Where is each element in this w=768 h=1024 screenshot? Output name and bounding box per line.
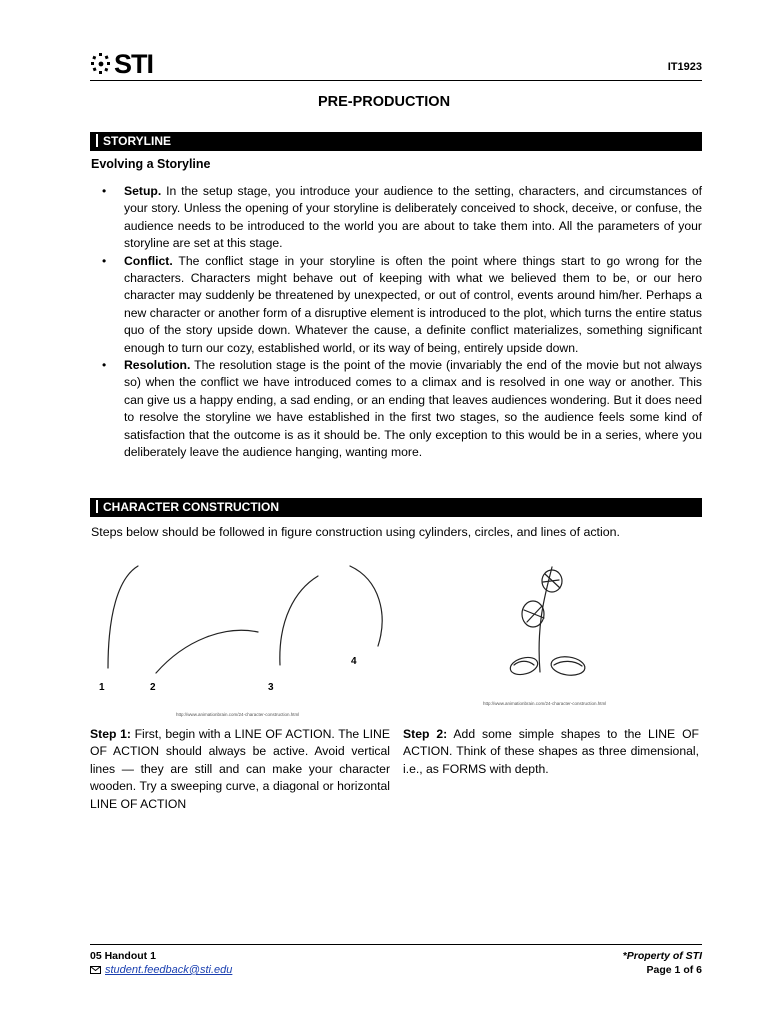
- steps-intro: Steps below should be followed in figure construction using cylinders, circles, and lines of action.: [91, 525, 620, 539]
- sti-logo-mark-icon: [90, 52, 112, 76]
- section-marker: [96, 134, 98, 147]
- figure-2-source: http://www.animationbrain.com/24-character-construction.html: [483, 701, 607, 706]
- sti-logo: [90, 50, 153, 78]
- footer-divider: [90, 944, 702, 945]
- header-divider: [90, 80, 702, 81]
- bullet-term: Setup.: [124, 184, 162, 198]
- section-heading-label: CHARACTER CONSTRUCTION: [103, 500, 279, 514]
- figure-label-1: 1: [99, 682, 105, 693]
- bullet-icon: •: [102, 358, 107, 373]
- property-notice: *Property of STI: [622, 950, 702, 962]
- handout-label: 05 Handout 1: [90, 950, 156, 962]
- bullet-text: The conflict stage in your storyline is often the point where things start to go wrong for the characters. Characters might behave out of keeping with what we believed them to be, or our hero character may suddenly be threatened by unexpected, or out of control, events around him/her. Perhaps a new character or another form of a disruptive element is introduced to the plot, which turns the entire status quo of the story upside down. Whatever the cause, a definite conflict materializes, something significant enough to turn our cozy, established world, or its way of being, entirely upside down.: [124, 253, 702, 355]
- section-heading-label: STORYLINE: [103, 134, 172, 148]
- feedback-email: [90, 964, 232, 976]
- step-text: First, begin with a LINE OF ACTION. The LINE OF ACTION should always be active. Avoid vertical lines — they are still and can make your character wooden. Try a sweeping curve, a diagonal or horizontal LINE OF ACTION: [90, 727, 390, 811]
- course-code: IT1923: [667, 61, 702, 73]
- logo-text: STI: [114, 48, 154, 79]
- figure-label-4: 4: [351, 656, 357, 667]
- list-item: [90, 183, 702, 253]
- section-heading-storyline: [90, 132, 702, 151]
- bullet-icon: •: [102, 253, 107, 268]
- list-item: [90, 253, 702, 357]
- step-2-description: [403, 726, 699, 778]
- figure-1-source: http://www.animationbrain.com/24-character-construction.html: [176, 712, 300, 717]
- subheading: Evolving a Storyline: [91, 157, 211, 171]
- figure-label-2: 2: [150, 682, 156, 693]
- shapes-sketch: [500, 562, 605, 687]
- storyline-list: [90, 183, 702, 462]
- list-item: [90, 357, 702, 461]
- section-marker: [96, 500, 98, 513]
- figure-lines-of-action: [90, 560, 390, 700]
- step-term: Step 1:: [90, 727, 131, 741]
- figure-shapes-on-line: [500, 562, 605, 687]
- step-1-description: [90, 726, 390, 813]
- email-link[interactable]: student.feedback@sti.edu: [105, 964, 233, 976]
- page-number: Page 1 of 6: [646, 964, 702, 976]
- bullet-term: Conflict.: [124, 253, 173, 268]
- section-heading-character-construction: [90, 498, 702, 517]
- step-text: Add some simple shapes to the LINE OF ACTION. Think of these shapes as three dimensional, i.e., as FORMS with depth.: [403, 727, 699, 776]
- bullet-text: The resolution stage is the point of the movie (invariably the end of the movie but not always so) when the conflict we have introduced comes to a climax and is resolved in one way or another. This can give us a happy ending, a sad ending, or an ending that leaves audiences wondering. But it does need to resolve the storyline we have established in the first two stages, so the audience feels some kind of satisfaction that the outcome is as it should be. The only exception to this would be in a series, where you deliberately leave the audience hanging, wanting more.: [124, 358, 702, 460]
- bullet-icon: •: [102, 184, 107, 198]
- figure-label-3: 3: [268, 682, 274, 693]
- page-title: PRE-PRODUCTION: [317, 94, 451, 110]
- envelope-icon: [90, 966, 101, 974]
- bullet-text: In the setup stage, you introduce your audience to the setting, characters, and circumstances of your story. Unless the opening of your storyline is deliberately conceived to shock, deceive, or confuse, the audience needs to be introduced to the world you are about to take them into. All the parameters of your storyline are set at this stage.: [124, 184, 702, 251]
- step-term: Step 2:: [403, 727, 448, 741]
- bullet-term: Resolution.: [124, 358, 191, 373]
- lines-of-action-sketch: [90, 560, 390, 700]
